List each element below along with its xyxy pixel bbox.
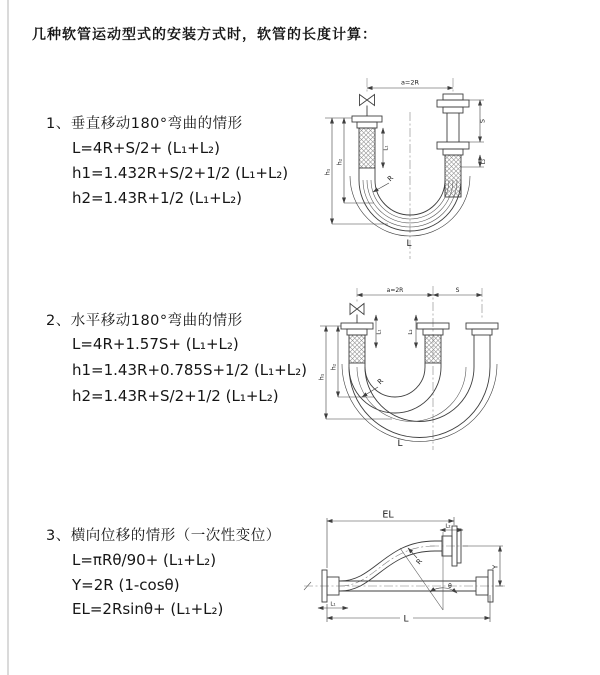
scan-edge-line <box>7 0 9 675</box>
hose-inner-arc <box>365 363 425 397</box>
dim-label-y: Y <box>491 564 500 570</box>
flange-hub <box>357 122 377 128</box>
section-3-heading: 3、横向位移的情形（一次性变位） <box>46 528 281 544</box>
radius-label-r: R <box>414 557 425 567</box>
dim-label-l1: L₁ <box>330 601 336 608</box>
length-label-l: L <box>403 614 409 625</box>
radius-label-r: R <box>386 174 396 184</box>
flange-hub <box>443 107 463 113</box>
length-label-l: L <box>406 239 412 249</box>
section-3-formula-l: L=πRθ/90+ (L₁+L₂) <box>72 551 217 569</box>
hose-inner-arc <box>375 168 445 215</box>
page-title: 几种软管运动型式的安装方式时，软管的长度计算： <box>32 27 377 43</box>
angle-label-theta: θ <box>448 583 452 590</box>
radius-leader-arrow <box>362 387 378 397</box>
section-2-formula-h2: h2=1.43R+S/2+1/2 (L₁+L₂) <box>72 387 279 405</box>
flange <box>341 323 373 329</box>
dim-label-h1: h₁ <box>323 168 332 176</box>
angle-arc <box>430 588 457 593</box>
dim-label-l2: L₂ <box>408 329 414 335</box>
dim-label-h1: h₁ <box>317 373 326 381</box>
pipe <box>447 113 459 142</box>
dim-label-a2r: a=2R <box>400 78 420 87</box>
flange <box>352 116 382 122</box>
dim-label-s: S <box>478 118 487 124</box>
extension-line <box>327 517 454 568</box>
dim-label-el: EL <box>382 509 394 521</box>
radius-label-r: R <box>376 377 386 387</box>
section-3-formula-y: Y=2R (1-cosθ) <box>72 576 180 594</box>
section-1-formula-l: L=4R+S/2+ (L₁+L₂) <box>72 139 220 157</box>
dim-label-l2: L₂ <box>481 158 487 165</box>
hose-position-arc <box>357 367 466 421</box>
dim-label-h2: h₂ <box>329 363 338 371</box>
section-2-formula-h1: h1=1.43R+0.785S+1/2 (L₁+L₂) <box>72 361 307 379</box>
diagram-lateral-displacement <box>300 498 595 648</box>
pipe <box>474 335 490 340</box>
flange-hub <box>347 329 367 335</box>
hose-outer-arc-moved <box>349 340 490 438</box>
diagram-vertical-180-bend <box>312 72 552 262</box>
dim-label-l2: L₂ <box>445 523 451 530</box>
flange-hub <box>443 149 463 155</box>
braided-hose-section <box>425 335 441 363</box>
flange <box>466 323 498 329</box>
flange <box>437 142 469 149</box>
valve-icon <box>350 304 364 315</box>
section-1-formula-h1: h1=1.432R+S/2+1/2 (L₁+L₂) <box>72 164 289 182</box>
flange-hub <box>443 94 463 100</box>
radius-construction-line <box>400 548 443 610</box>
dim-label-h2: h₂ <box>335 158 344 166</box>
dim-label-a2r: a=2R <box>386 287 404 294</box>
section-3-formula-el: EL=2Rsinθ+ (L₁+L₂) <box>72 600 224 618</box>
section-1-formula-h2: h2=1.43R+1/2 (L₁+L₂) <box>72 189 242 207</box>
length-label-l: L <box>397 439 403 449</box>
hose-outer-arc <box>349 363 441 413</box>
dim-label-l1: L₁ <box>383 145 390 151</box>
valve-icon <box>360 95 375 106</box>
section-2-heading: 2、水平移动180°弯曲的情形 <box>46 313 243 329</box>
braided-hose-section <box>359 128 375 168</box>
section-2-formula-l: L=4R+1.57S+ (L₁+L₂) <box>72 335 239 353</box>
diagram-horizontal-180-bend <box>312 282 557 457</box>
dim-label-s: S <box>455 287 460 294</box>
section-1-heading: 1、垂直移动180°弯曲的情形 <box>46 116 243 132</box>
flange-hub <box>472 329 492 335</box>
flange <box>437 100 469 107</box>
braided-hose-section <box>349 335 365 363</box>
dim-label-l1: L₁ <box>376 329 383 335</box>
